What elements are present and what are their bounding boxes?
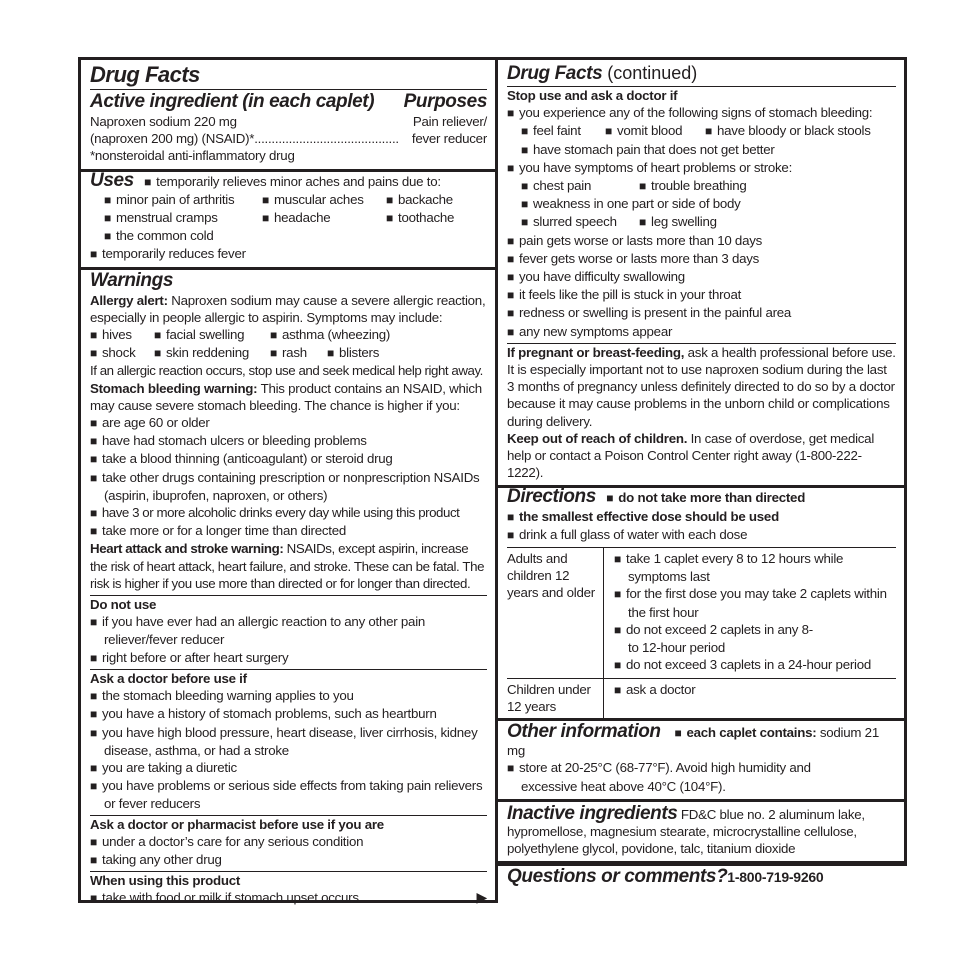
active-ingredient-line2: (naproxen 200 mg) (NSAID)*.......................................... [90, 131, 399, 147]
pregnancy-label: If pregnant or breast-feeding, [507, 344, 685, 360]
stomach-bleeding-label: Stomach bleeding warning: [90, 380, 258, 396]
allergy-alert-label: Allergy alert: [90, 292, 168, 308]
warnings-section [81, 267, 495, 595]
heart-symptom: ■ trouble breathing [639, 177, 896, 195]
pregnancy-text: ask a health professional before use. It is especially important not to use naproxen sodium during the last 3 months of pregnancy unless definitely directed to do so by a doctor because it may cause problems in the unborn child or complications during delivery. [507, 344, 896, 429]
uses-intro: ■ temporarily relieves minor aches and pains due to: [144, 174, 441, 189]
use-item: ■ muscular aches [262, 191, 386, 209]
purpose-line2: fever reducer [411, 131, 487, 147]
ask-doctor-item: ■ you have problems or serious side effects from taking pain relievers or fever reducers [90, 777, 487, 812]
bleeding-sign: ■ have bloody or black stools [705, 122, 896, 140]
do-not-use-heading: Do not use [90, 597, 157, 613]
drug-facts-continued-title: Drug Facts [507, 63, 603, 84]
directions-row-adults [507, 548, 896, 678]
purposes-heading: Purposes [403, 91, 487, 112]
caplet-contains-label: ■ each caplet contains: [674, 725, 816, 740]
symptom-item: ■ asthma (wheezing) [270, 326, 487, 344]
use-item: ■ minor pain of arthritis [104, 191, 262, 209]
ask-pharmacist-item: ■ taking any other drug [90, 851, 487, 869]
directions-item: ■ ask a doctor [614, 681, 896, 699]
pregnancy-section [498, 344, 904, 486]
ask-doctor-item: ■ you are taking a diuretic [90, 759, 487, 777]
use-item: ■ headache [262, 209, 386, 227]
ask-pharmacist-item: ■ under a doctor’s care for any serious condition [90, 833, 487, 851]
directions-bold-1: ■ do not take more than directed [606, 490, 805, 505]
symptom-item: ■ rash [270, 344, 327, 362]
uses-heading: Uses [90, 169, 134, 191]
do-not-use-item: ■ right before or after heart surgery [90, 649, 487, 667]
questions-phone[interactable]: 1-800-719-9260 [727, 869, 824, 886]
uses-section [81, 169, 495, 267]
when-using-heading: When using this product [90, 873, 241, 889]
symptom-item: ■ facial swelling [154, 326, 270, 344]
use-item: ■ the common cold [104, 227, 262, 245]
stomach-item: ■ take more or for a longer time than directed [90, 522, 487, 540]
directions-group-label: Children under 12 years [507, 679, 604, 718]
directions-item: ■ for the first dose you may take 2 caplets within the first hour [614, 585, 896, 620]
bleeding-sign: ■ feel faint [521, 122, 605, 140]
directions-row-children [507, 679, 896, 718]
keep-out-text: In case of overdose, get medical help or contact a Poison Control Center right away (1-800-222-1222). [507, 430, 875, 481]
ask-doctor-heading: Ask a doctor before use if [90, 670, 247, 686]
directions-section [498, 485, 904, 717]
stomach-item: ■ take other drugs containing prescription or nonprescription NSAIDs (aspirin, ibuprofen, naproxen, or others) [90, 469, 487, 504]
stop-use-item: ■ it feels like the pill is stuck in your throat [507, 286, 896, 304]
stop-use-item: ■ fever gets worse or lasts more than 3 days [507, 250, 896, 268]
ask-doctor-item: ■ you have a history of stomach problems, such as heartburn [90, 705, 487, 723]
title-section [81, 60, 495, 169]
symptom-item: ■ blisters [327, 344, 487, 362]
directions-bold-2: ■ the smallest effective dose should be used [507, 508, 896, 526]
use-item: ■ backache [386, 191, 487, 209]
stop-heart-intro: ■ you have symptoms of heart problems or stroke: [507, 159, 896, 177]
heart-symptom: ■ slurred speech [521, 213, 639, 231]
active-ingredient-line1: Naproxen sodium 220 mg [90, 114, 237, 129]
drug-facts-left-panel [78, 57, 498, 906]
other-information-section [498, 718, 904, 799]
heart-symptom: ■ weakness in one part or side of body [507, 195, 896, 213]
ask-doctor-section [81, 670, 495, 815]
use-fever: ■ temporarily reduces fever [90, 245, 487, 263]
inactive-ingredients-heading: Inactive ingredients [507, 802, 678, 824]
continued-label: (continued) [602, 63, 698, 83]
caplet-contains-text: sodium 21 mg [507, 724, 879, 759]
stop-use-item: ■ any new symptoms appear [507, 323, 896, 341]
heart-symptom: ■ chest pain [521, 177, 639, 195]
stop-use-heading: Stop use and ask a doctor if [507, 88, 678, 103]
when-using-section [81, 872, 495, 907]
drug-facts-right-panel [495, 57, 907, 888]
warnings-heading: Warnings [90, 269, 174, 291]
heart-symptom: ■ leg swelling [639, 213, 896, 231]
bleeding-sign: ■ vomit blood [605, 122, 705, 140]
storage-item: ■ store at 20-25°C (68-77°F). Avoid high humidity and excessive heat above 40°C (104°F). [507, 759, 896, 794]
stop-use-section [498, 87, 904, 343]
directions-group-label: Adults and children 12 years and older [507, 548, 604, 677]
keep-out-label: Keep out of reach of children. [507, 430, 688, 446]
heart-warning-label: Heart attack and stroke warning: [90, 541, 284, 557]
allergy-alert-text: Naproxen sodium may cause a severe allergic reaction, especially in people allergic to aspirin. Symptoms may include: [90, 292, 486, 325]
ask-doctor-item: ■ the stomach bleeding warning applies to you [90, 687, 487, 705]
symptom-item: ■ skin reddening [154, 344, 270, 362]
use-item: ■ menstrual cramps [104, 209, 262, 227]
symptom-item: ■ hives [90, 326, 154, 344]
drug-facts-title: Drug Facts [90, 62, 200, 87]
directions-item: ■ do not exceed 3 caplets in a 24-hour period [614, 656, 896, 674]
stomach-bleeding-text: This product contains an NSAID, which may cause severe stomach bleeding. The chance is higher if you: [90, 380, 482, 413]
stomach-item: ■ take a blood thinning (anticoagulant) or steroid drug [90, 450, 487, 468]
stomach-item: ■ have 3 or more alcoholic drinks every day while using this product [90, 504, 487, 522]
symptom-item: ■ shock [90, 344, 154, 362]
continued-title-section [498, 60, 904, 87]
directions-item: ■ do not exceed 2 caplets in any 8- to 12-hour period [614, 621, 896, 656]
continued-arrow-icon: ▶ [476, 889, 487, 906]
active-ingredient-heading: Active ingredient (in each caplet) [90, 91, 375, 112]
stop-use-item: ■ pain gets worse or lasts more than 10 days [507, 232, 896, 250]
purpose-line1: Pain reliever/ [412, 114, 487, 129]
questions-heading: Questions or comments? [507, 866, 728, 888]
other-information-heading: Other information [507, 720, 661, 742]
stomach-item: ■ have had stomach ulcers or bleeding problems [90, 432, 487, 450]
use-item: ■ toothache [386, 209, 487, 227]
bleeding-sign: ■ have stomach pain that does not get better [507, 141, 896, 159]
ask-doctor-item: ■ you have high blood pressure, heart disease, liver cirrhosis, kidney disease, asthma, or had a stroke [90, 724, 487, 759]
directions-item-3: ■ drink a full glass of water with each dose [507, 526, 896, 548]
stop-use-item: ■ redness or swelling is present in the painful area [507, 304, 896, 322]
stop-use-item: ■ you have difficulty swallowing [507, 268, 896, 286]
ask-pharmacist-heading: Ask a doctor or pharmacist before use if you are [90, 816, 384, 832]
do-not-use-item: ■ if you have ever had an allergic reaction to any other pain reliever/fever reducer [90, 613, 487, 648]
questions-section [498, 861, 904, 886]
inactive-ingredients-text: FD&C blue no. 2 aluminum lake, hypromellose, magnesium stearate, microcrystalline cellulose, polyethylene glycol, povidone, talc, titanium dioxide [507, 806, 865, 857]
directions-item: ■ take 1 caplet every 8 to 12 hours while symptoms last [614, 550, 896, 585]
stomach-item: ■ are age 60 or older [90, 414, 487, 432]
when-using-item: ■ take with food or milk if stomach upset occurs [90, 889, 359, 907]
ask-pharmacist-section [81, 816, 495, 872]
allergy-action: If an allergic reaction occurs, stop use and seek medical help right away. [90, 363, 483, 379]
stop-bleeding-intro: ■ you experience any of the following signs of stomach bleeding: [507, 104, 896, 122]
inactive-ingredients-section [498, 799, 904, 862]
heart-warning-text: NSAIDs, except aspirin, increase the risk of heart attack, heart failure, and stroke. These can be fatal. The risk is higher if you use more than directed or for longer than directed. [90, 541, 485, 591]
nsaid-footnote: *nonsteroidal anti-inflammatory drug [90, 148, 295, 164]
directions-heading: Directions [507, 486, 596, 508]
do-not-use-section [81, 596, 495, 669]
